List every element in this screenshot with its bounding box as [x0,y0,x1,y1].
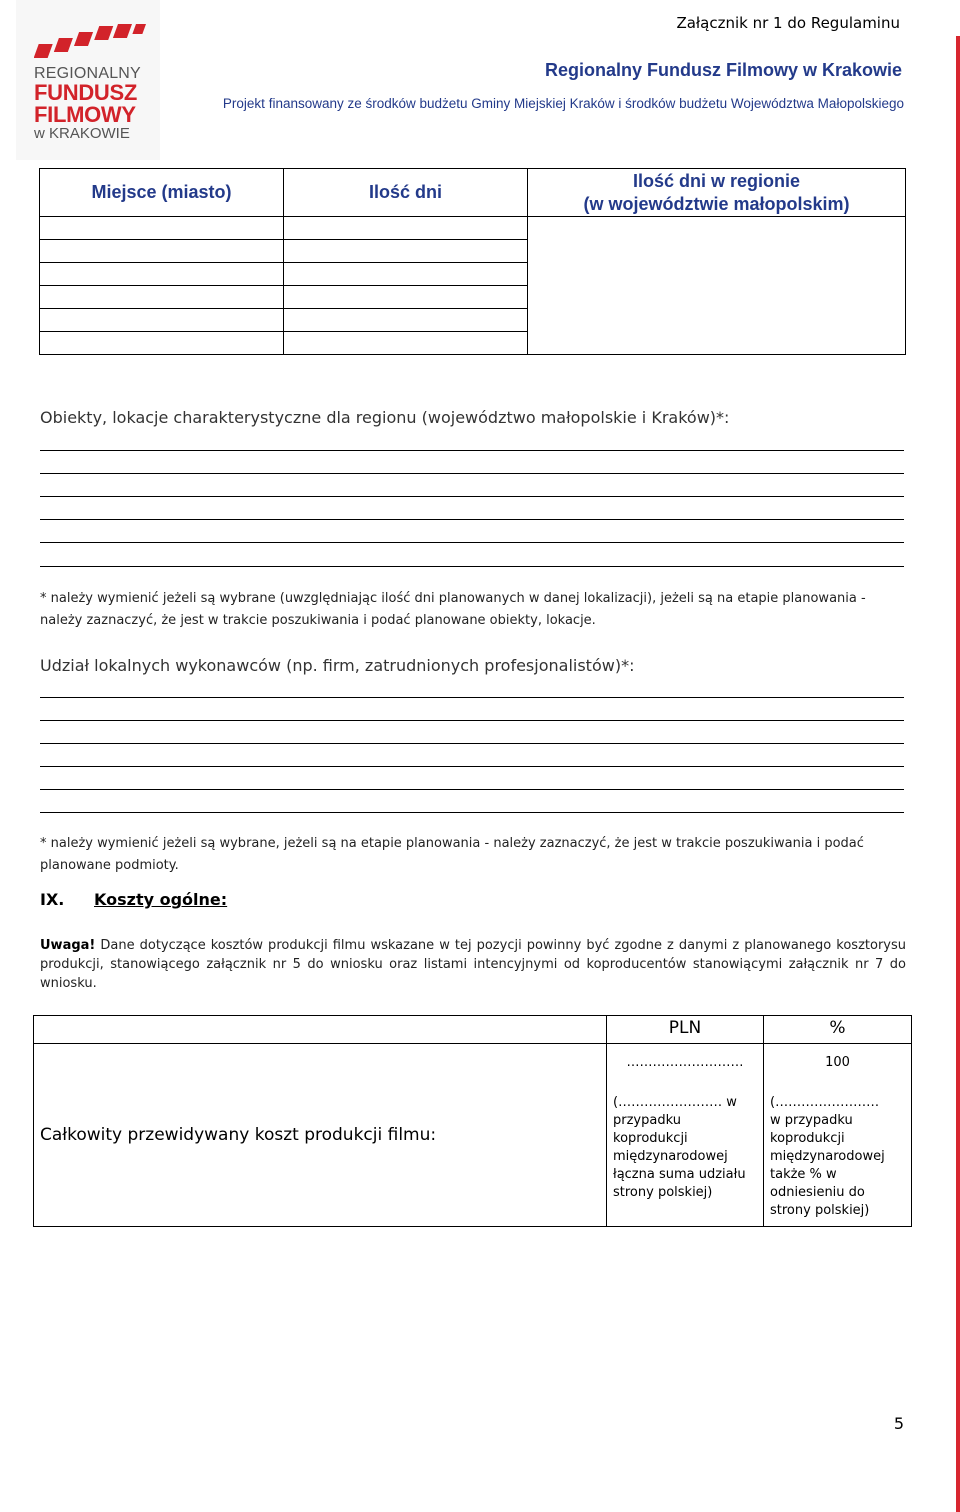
pln-polish-share-note[interactable]: (…………………… w przypadku koprodukcji międzynarodowej łączna suma udziału strony polskiej) [613,1095,746,1200]
city-cell[interactable] [40,217,284,240]
fund-logo [16,0,160,160]
fund-name: Regionalny Fundusz Filmowy w Krakowie [544,60,902,80]
project-funding-note: Projekt finansowany ze środków budżetu Gminy Miejskiej Kraków i środków budżetu Województwa Małopolskiego [222,96,904,111]
contractors-answer-line[interactable] [40,720,904,721]
city-cell[interactable] [40,286,284,309]
page-number: 5 [893,1414,904,1433]
objects-answer-line[interactable] [40,566,904,567]
header-pln: PLN [607,1016,764,1044]
header-days: Ilość dni [284,169,528,217]
contractors-section-title: Udział lokalnych wykonawców (np. firm, zatrudnionych profesjonalistów)*: [40,656,635,675]
table-row [40,217,906,240]
objects-answer-line[interactable] [40,450,904,451]
percent-polish-share-note[interactable]: (…………………… w przypadku koprodukcji międzynarodowej także % w odniesieniu do strony polskiej) [770,1095,885,1218]
percent-cell[interactable] [764,1044,912,1227]
total-cost-table [33,1015,912,1227]
days-cell[interactable] [284,240,528,263]
objects-answer-line[interactable] [40,519,904,520]
annex-label: Załącznik nr 1 do Regulaminu [676,14,900,32]
page-edge-rule [956,36,960,1512]
header-percent: % [764,1016,912,1044]
contractors-answer-line[interactable] [40,743,904,744]
table-header-row [40,169,906,217]
days-cell[interactable] [284,332,528,355]
header-city: Miejsce (miasto) [40,169,284,217]
film-strip-icon [34,24,150,60]
objects-answer-line[interactable] [40,496,904,497]
days-cell[interactable] [284,286,528,309]
city-cell[interactable] [40,332,284,355]
contractors-answer-line[interactable] [40,789,904,790]
cost-header-blank [34,1016,607,1044]
warning-label: Uwaga! [40,938,96,953]
logo-line-2: FUNDUSZ [34,80,138,105]
objects-answer-line[interactable] [40,473,904,474]
contractors-answer-line[interactable] [40,697,904,698]
location-days-table [39,168,906,355]
logo-line-4: w KRAKOWIE [34,125,130,142]
cost-warning [40,936,906,993]
days-cell[interactable] [284,217,528,240]
objects-section-title: Obiekty, lokacje charakterystyczne dla regionu (województwo małopolskie i Kraków)*: [40,408,730,427]
total-cost-label: Całkowity przewidywany koszt produkcji filmu: [34,1044,607,1227]
region-days-cell[interactable] [528,217,906,355]
city-cell[interactable] [40,309,284,332]
days-cell[interactable] [284,309,528,332]
objects-answer-line[interactable] [40,542,904,543]
contractors-answer-line[interactable] [40,812,904,813]
logo-line-3: FILMOWY [34,102,136,127]
contractors-answer-line[interactable] [40,766,904,767]
city-cell[interactable] [40,240,284,263]
logo-line-1: REGIONALNY [34,65,141,82]
header-days-in-region: Ilość dni w regionie (w województwie małopolskim) [528,169,906,217]
pln-amount[interactable]: ……………………… [626,1055,744,1070]
cost-header-row [34,1016,912,1044]
pln-cell[interactable] [607,1044,764,1227]
warning-text: Dane dotyczące kosztów produkcji filmu wskazane w tej pozycji powinny być zgodne z danymi z planowanego kosztorysu produkcji, stanowiącego załącznik nr 5 do wniosku oraz listami intencyjnymi od koproducentów stanowiącymi załącznik nr 7 do wniosku. [40,938,906,991]
section-title: Koszty ogólne: [94,890,228,909]
city-cell[interactable] [40,263,284,286]
section-number: IX. [40,890,65,909]
cost-row [34,1044,912,1227]
days-cell[interactable] [284,263,528,286]
objects-footnote: * należy wymienić jeżeli są wybrane (uwzględniając ilość dni planowanych w danej lokalizacji), jeżeli są na etapie planowania - należy zaznaczyć, że jest w trakcie poszukiwania i podać planowane obiekty, lokacje. [40,591,866,628]
percent-value[interactable]: 100 [825,1055,850,1070]
contractors-footnote: * należy wymienić jeżeli są wybrane, jeżeli są na etapie planowania - należy zaznaczyć, że jest w trakcie poszukiwania i podać planowane podmioty. [40,836,864,873]
logo-wordmark [34,66,154,141]
